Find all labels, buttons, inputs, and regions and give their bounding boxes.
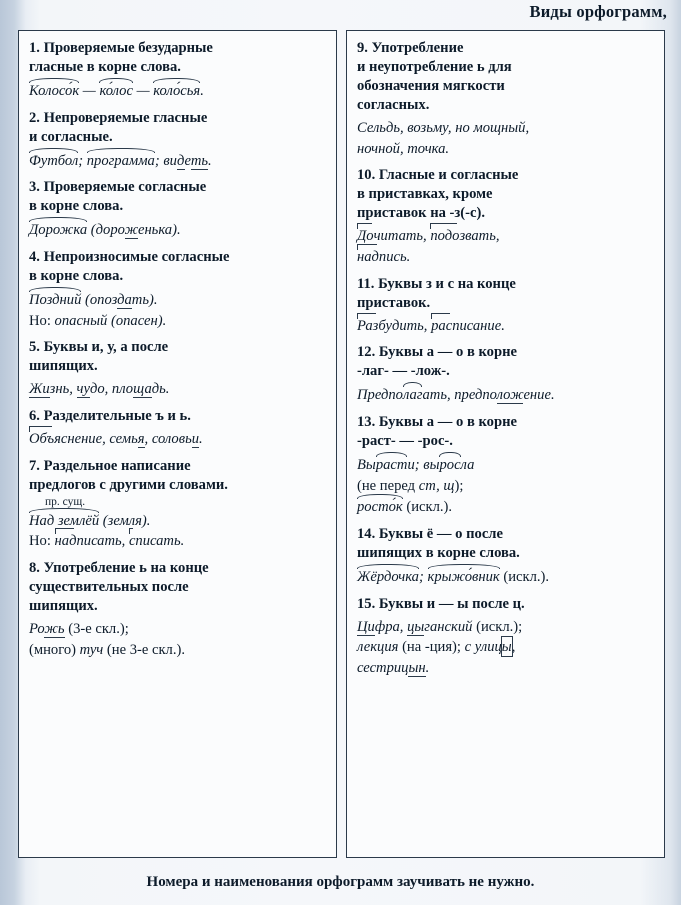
rule-14-heading-line-1: 14. Буквы ё — о после [357, 526, 503, 543]
rule-7-example-1: Над землёй (земля). [29, 510, 326, 532]
rule-7-heading-line-1: 7. Раздельное написание [29, 457, 191, 474]
rule-10-heading-line-2: в приставках, кроме [357, 186, 493, 203]
rule-4-heading-line-1: 4. Непроизносимые согласные [29, 248, 230, 265]
rule-item-12 [357, 343, 654, 406]
rule-3-heading-line-1: 3. Проверяемые согласные [29, 179, 207, 196]
right-column [346, 30, 665, 858]
rule-11-heading-line-1: 11. Буквы з и с на конце [357, 275, 516, 292]
rule-1-heading-line-2: гласные в корне слова. [29, 58, 181, 75]
rule-15-example-1: Цифра, цыганский (искл.); [357, 618, 523, 635]
rule-13-heading-line-2: -раст- — -рос-. [357, 432, 453, 449]
rule-item-8 [29, 559, 326, 660]
rules-columns [18, 30, 666, 858]
rule-4-example-2: Но: опасный (опасен). [29, 312, 167, 329]
rule-9-heading-line-2: и неупотребление ь для [357, 58, 512, 75]
rule-item-6 [29, 407, 326, 450]
rule-11-heading-line-2: приставок. [357, 294, 431, 311]
rule-13-example-2: (не перед ст, щ); [357, 477, 464, 494]
rule-10-heading-line-3: приставок на -з(-с). [357, 205, 485, 222]
rule-5-heading-line-1: 5. Буквы и, у, а после [29, 339, 169, 356]
rule-item-5 [29, 338, 326, 400]
rule-item-3 [29, 178, 326, 241]
rule-item-13 [357, 413, 654, 518]
rule-9-heading-line-4: согласных. [357, 96, 430, 113]
rule-item-2 [29, 109, 326, 172]
rule-item-14 [357, 525, 654, 588]
rule-4-heading-line-2: в корне слова. [29, 267, 124, 284]
rule-10-heading-line-1: 10. Гласные и согласные [357, 167, 519, 184]
rule-7-example-2: Но: надписать, списать. [29, 531, 326, 552]
rule-12-example-1: Предполагать, предположение. [357, 384, 654, 406]
rule-6-heading-line-1: 6. Разделительные ъ и ь. [29, 408, 191, 424]
rule-13-example-1: Вырасти; выросла [357, 454, 654, 476]
rule-12-heading-line-2: -лаг- — -лож-. [357, 363, 450, 380]
rule-8-heading-line-2: существительных после [29, 578, 189, 595]
rule-2-example-1: Футбол; программа; видеть. [29, 150, 326, 172]
rule-item-4 [29, 248, 326, 331]
rule-14-heading-line-2: шипящих в корне слова. [357, 545, 520, 562]
rule-item-9 [357, 39, 654, 159]
rule-10-example-2: надпись. [357, 247, 654, 268]
rule-9-example-1: Сельдь, возьму, но мощный, [357, 119, 530, 136]
rule-2-heading-line-1: 2. Непроверяемые гласные [29, 109, 208, 126]
rule-8-example-1: Рожь (3-е скл.); [29, 620, 129, 637]
page-title: Виды орфограмм, [529, 2, 667, 21]
rule-3-example-1: Дорожка (дороженька). [29, 219, 326, 241]
rule-15-example-3: сестрицын. [357, 660, 430, 677]
rule-4-example-1: Поздний (опоздать). [29, 289, 326, 311]
rule-item-10 [357, 166, 654, 267]
rule-1-example-1: Колосо́к — ко́лос — коло́сья. [29, 80, 326, 102]
rule-8-heading-line-1: 8. Употребление ь на конце [29, 560, 209, 576]
left-column [18, 30, 337, 858]
rule-item-15 [357, 595, 654, 679]
rule-12-heading-line-1: 12. Буквы а — о в корне [357, 344, 517, 361]
rule-item-11 [357, 275, 654, 337]
rule-9-heading-line-3: обозначения мягкости [357, 77, 505, 94]
rule-item-7 [29, 457, 326, 552]
rule-8-heading-line-3: шипящих. [29, 597, 98, 614]
rule-7-labels: пр. сущ. [45, 495, 86, 508]
rule-8-example-2: (много) туч (не 3-е скл.). [29, 641, 185, 658]
rule-13-heading-line-1: 13. Буквы а — о в корне [357, 413, 517, 430]
rule-11-example-1: Разбудить, расписание. [357, 316, 654, 337]
rule-9-example-2: ночной, точка. [357, 140, 450, 157]
rule-9-heading-line-1: 9. Употребление [357, 40, 464, 56]
rule-15-heading-line-1: 15. Буквы и — ы после ц. [357, 595, 525, 612]
footer-note: Номера и наименования орфограмм заучивать не нужно. [146, 874, 535, 890]
rule-6-example-1: Объяснение, семья, соловьи. [29, 429, 326, 450]
rule-item-1 [29, 39, 326, 102]
rule-14-example-1: Жёрдочка; крыжо́вник (искл.). [357, 566, 654, 588]
rule-15-example-2: лекция (на -ция); с улицы, [357, 637, 654, 658]
rule-7-heading-line-2: предлогов с другими словами. [29, 476, 228, 493]
rule-5-heading-line-2: шипящих. [29, 358, 98, 375]
rule-3-heading-line-2: в корне слова. [29, 198, 124, 215]
rule-1-heading-line-1: 1. Проверяемые безударные [29, 40, 213, 56]
rule-2-heading-line-2: и согласные. [29, 128, 113, 145]
rule-10-example-1: Дочитать, подозвать, [357, 226, 654, 247]
rule-13-example-3: росто́к (искл.). [357, 496, 654, 518]
rule-5-example-1: Жизнь, чудо, площадь. [29, 381, 170, 398]
